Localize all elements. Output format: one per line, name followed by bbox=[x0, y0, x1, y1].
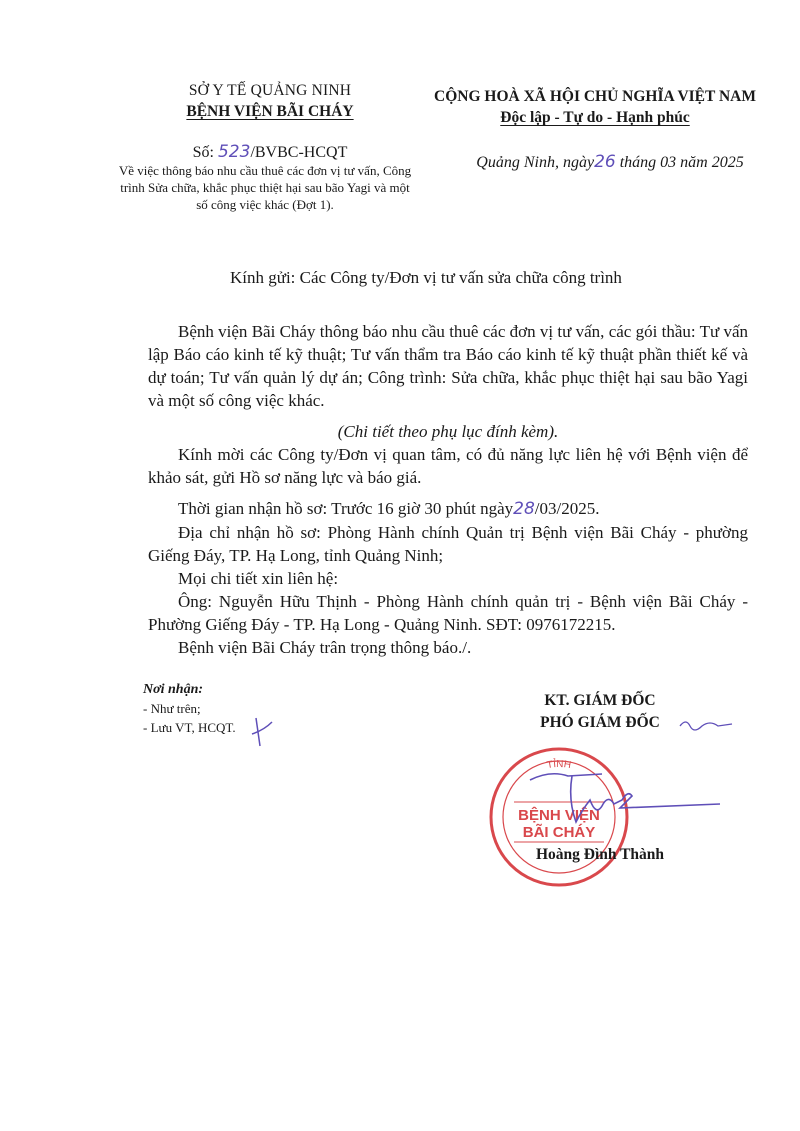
national-motto: Độc lập - Tự do - Hạnh phúc bbox=[500, 109, 690, 126]
document-number bbox=[150, 142, 390, 162]
body-paragraph-2: Kính mời các Công ty/Đơn vị quan tâm, có đủ năng lực liên hệ với Bệnh viện để khảo sát, gửi Hồ sơ năng lực và báo giá. bbox=[148, 445, 748, 487]
signature-line-1: KT. GIÁM ĐỐC bbox=[544, 692, 656, 709]
deadline-suffix: /03/2025. bbox=[534, 499, 600, 518]
closing-line: Bệnh viện Bãi Cháy trân trọng thông báo./. bbox=[178, 638, 472, 657]
deadline-line bbox=[148, 497, 748, 521]
country-name: CỘNG HOÀ XÃ HỘI CHỦ NGHĨA VIỆT NAM bbox=[434, 88, 756, 105]
contact-details: Ông: Nguyễn Hữu Thịnh - Phòng Hành chính quản trị - Bệnh viện Bãi Cháy - Phường Giếng Đáy - TP. Hạ Long - Quảng Ninh. SĐT: 0976172215. bbox=[148, 592, 748, 634]
signature-line-2: PHÓ GIÁM ĐỐC bbox=[540, 714, 660, 731]
document-body bbox=[148, 320, 748, 659]
recipient-line: Kính gửi: Các Công ty/Đơn vị tư vấn sửa chữa công trình bbox=[230, 268, 622, 287]
recipient-item: - Lưu VT, HCQT. bbox=[143, 720, 236, 735]
document-subject: Về việc thông báo nhu cầu thuê các đơn vị tư vấn, Công trình Sửa chữa, khắc phục thiệt hại sau bão Yagi và một số công việc khác (Đợt 1). bbox=[118, 163, 412, 212]
issuer-block bbox=[150, 80, 390, 122]
deadline-prefix: Thời gian nhận hồ sơ: Trước 16 giờ 30 phút ngày bbox=[178, 499, 514, 518]
national-header bbox=[415, 86, 775, 128]
detail-note: (Chi tiết theo phụ lục đính kèm). bbox=[337, 422, 559, 441]
contact-intro: Mọi chi tiết xin liên hệ: bbox=[178, 569, 339, 588]
doc-number-handwritten: 523 bbox=[217, 142, 251, 162]
recipients-title: Nơi nhận: bbox=[143, 682, 204, 697]
document-date bbox=[440, 152, 780, 172]
signer-name: Hoàng Đình Thành bbox=[535, 846, 665, 863]
stamp-text-line-1: BỆNH VIỆN bbox=[518, 807, 600, 824]
date-day-handwritten: 26 bbox=[594, 152, 616, 172]
date-prefix: Quảng Ninh, ngày bbox=[476, 154, 595, 171]
stamp-text-line-2: BÃI CHÁY bbox=[522, 824, 596, 841]
doc-number-prefix: Số: bbox=[192, 144, 218, 161]
initial-signature-icon bbox=[676, 714, 736, 734]
organization-name: BỆNH VIỆN BÃI CHÁY bbox=[186, 103, 354, 120]
recipients-list bbox=[143, 680, 236, 737]
handwritten-tick-icon bbox=[250, 712, 276, 752]
doc-number-suffix: /BVBC-HCQT bbox=[250, 144, 348, 161]
address-line: Địa chỉ nhận hồ sơ: Phòng Hành chính Quản trị Bệnh viện Bãi Cháy - phường Giếng Đáy, TP. Hạ Long, tỉnh Quảng Ninh; bbox=[148, 523, 748, 565]
date-suffix: tháng 03 năm 2025 bbox=[615, 154, 744, 171]
stamp-arc-text: TỈNH bbox=[546, 758, 572, 772]
agency-name: SỞ Y TẾ QUẢNG NINH bbox=[188, 82, 352, 99]
deadline-day-handwritten: 28 bbox=[513, 499, 535, 519]
handwritten-signature-icon bbox=[510, 760, 730, 840]
recipient-item: - Như trên; bbox=[143, 701, 201, 716]
signature-title bbox=[500, 690, 700, 734]
body-paragraph-1: Bệnh viện Bãi Cháy thông báo nhu cầu thuê các đơn vị tư vấn, các gói thầu: Tư vấn lập Báo cáo kinh tế kỹ thuật; Tư vấn thẩm tra Báo cáo kinh tế kỹ thuật phần thiết kế và dự toán; Tư vấn quản lý dự án; Công trình: Sửa chữa, khắc phục thiệt hại sau bão Yagi và một số công việc khác. bbox=[148, 322, 748, 410]
